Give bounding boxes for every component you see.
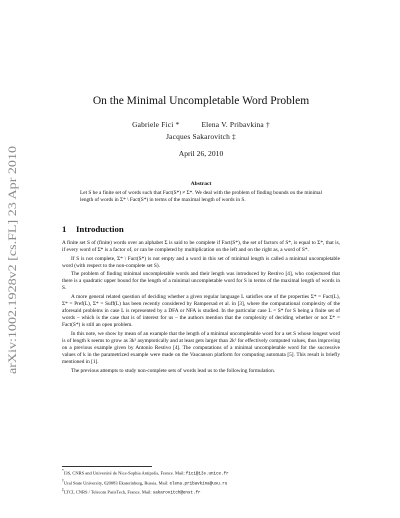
section-title: Introduction xyxy=(76,224,124,234)
footnotes xyxy=(62,468,340,497)
author-sakarovitch: Jacques Sakarovitch ‡ xyxy=(166,132,236,141)
author-pribavkina: Elena V. Pribavkina † xyxy=(201,120,270,129)
abstract-text: Let S be a finite set of words such that Fact(S*) ≠ Σ*. We deal with the problem of finding bounds on the minimal length of words in Σ* \ Fact(S*) in terms of the maximal length of words in S. xyxy=(80,190,322,204)
paragraph: The problem of finding minimal uncompletable words and their length was introduced by Restivo [4], who conjectured that there is a quadratic upper bound for the length of a minimal uncompletable word for S in terms of the maximal length of words in S. xyxy=(62,271,340,292)
paper-date: April 26, 2010 xyxy=(178,149,224,158)
footnote-rule xyxy=(62,466,152,467)
footnote: †Ural State University, 620083 Ekaterinburg, Russia. Mail: elena.pribavkina@usu.ru xyxy=(62,478,228,486)
paper-title: On the Minimal Uncompletable Word Problem xyxy=(92,95,310,107)
section-heading xyxy=(62,224,124,234)
paragraph: A finite set S of (finite) words over an alphabet Σ is said to be complete if Fact(S*), the set of factors of S*, is equal to Σ*, that is, if every word of Σ* is a factor of, or can be completed by multiplication on the left and on the right as, a word of S*. xyxy=(62,240,340,254)
email-link[interactable]: elena.pribavkina@usu.ru xyxy=(169,482,228,486)
email-link[interactable]: fici@i3s.unice.fr xyxy=(185,472,229,477)
abstract-heading: Abstract xyxy=(190,181,212,187)
footnote: ‡LTCI, CNRS / Telecom ParisTech, France. Mail: sakarovitch@enst.fr xyxy=(62,488,201,496)
section-body xyxy=(62,240,340,376)
paragraph: In this note, we show by mean of an example that the length of a minimal uncompletable word for a set S whose longest word is of length k seems to grow as 3k² asymptotically and at least gets larger than 2k² for effectively computed values, thus improving on a previous example given by Antonio Restivo [4]. The computations of a minimal uncompletable word for the successive values of k in the parametrized example were made on the Vaucanson platform for computing automata [5]. This result is briefly mentioned in [1]. xyxy=(62,330,340,366)
email-link[interactable]: sakarovitch@enst.fr xyxy=(152,491,201,496)
section-number: 1 xyxy=(62,224,67,234)
arxiv-stamp-text: arXiv:1002.1928v2 [cs.FL] 23 Apr 2010 xyxy=(6,185,19,374)
author-block xyxy=(62,119,340,143)
footnote: *I3S, CNRS and Université de Nice-Sophia Antipolis, France. Mail: fici@i3s.unice.fr xyxy=(62,469,229,477)
author-fici: Gabriele Fici * xyxy=(132,120,180,129)
arxiv-stamp xyxy=(4,145,22,375)
paragraph: A more general related question of deciding whether a given regular language L satisfies one of the properties Σ* = Fact(L), Σ* = Pref(L), Σ* = Suff(L) has been recently considered by Rampersad et al. in [3], where the computational complexity of the aforesaid problems in case L is represented by a DFA or NFA is studied. In the particular case L = S* for S being a finite set of words – which is the case that is of interest for us – the authors mention that the complexity of deciding whether or not Σ* = Fact(S*) is still an open problem. xyxy=(62,293,340,329)
paragraph: The previous attempts to study non-complete sets of words lead us to the following formulation. xyxy=(71,367,276,374)
paragraph: If S is not complete, Σ* \ Fact(S*) is not empty and a word in this set of minimal length is called a minimal uncompletable word (with respect to the non-complete set S). xyxy=(62,255,340,269)
